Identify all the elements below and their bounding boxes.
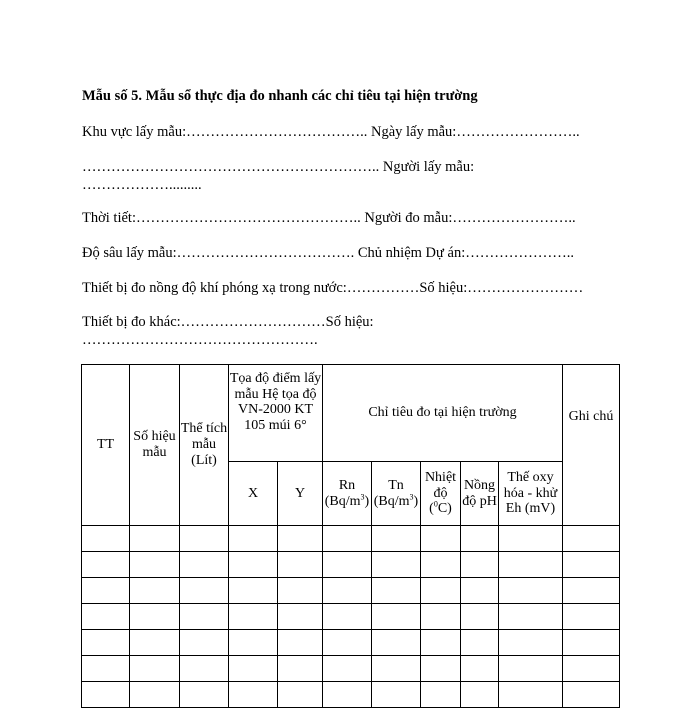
- table-cell: [180, 604, 229, 630]
- other-device-line: Thiết bị đo khác:…………………………Số hiệu:: [82, 314, 374, 330]
- col-notes-header: Ghi chú: [563, 365, 620, 526]
- col-field-indicators-header: Chỉ tiêu đo tại hiện trường: [323, 365, 563, 462]
- sampling-area-line: Khu vực lấy mẫu:……………………………….. Ngày lấy mẫu:……………………..: [82, 124, 580, 140]
- table-cell: [278, 656, 323, 682]
- table-cell: [323, 578, 372, 604]
- table-cell: [461, 552, 499, 578]
- col-sample-id-header: Số hiệu mẫu: [130, 365, 180, 526]
- table-cell: [323, 526, 372, 552]
- sampling-depth-line: Độ sâu lấy mẫu:………………………………. Chủ nhiệm Dự án:…………………..: [82, 245, 574, 261]
- table-cell: [180, 526, 229, 552]
- table-cell: [323, 630, 372, 656]
- table-cell: [563, 604, 620, 630]
- table-cell: [499, 526, 563, 552]
- table-cell: [461, 682, 499, 708]
- table-row: [82, 604, 620, 630]
- table-body: [82, 526, 620, 708]
- table-cell: [82, 604, 130, 630]
- col-coordinates-header: Tọa độ điểm lấy mẫu Hệ tọa độ VN-2000 KT 105 múi 6°: [229, 365, 323, 462]
- table-cell: [82, 526, 130, 552]
- table-cell: [229, 526, 278, 552]
- table-cell: [563, 630, 620, 656]
- table-cell: [229, 656, 278, 682]
- col-y-header: Y: [278, 462, 323, 526]
- table-row: [82, 552, 620, 578]
- header-row-1: [82, 365, 620, 462]
- table-cell: [180, 578, 229, 604]
- table-cell: [421, 656, 461, 682]
- table-cell: [130, 578, 180, 604]
- table-row: [82, 630, 620, 656]
- table-cell: [82, 682, 130, 708]
- table-cell: [130, 552, 180, 578]
- table-cell: [421, 552, 461, 578]
- table-cell: [461, 526, 499, 552]
- table-cell: [323, 682, 372, 708]
- table-cell: [180, 682, 229, 708]
- col-tn-header: Tn $(Bq/m^3)$: [372, 462, 421, 526]
- col-temperature-header: Nhiệt độ ($^0$C): [421, 462, 461, 526]
- col-tt-header: TT: [82, 365, 130, 526]
- sampler-line: …………………………………………………….. Người lấy mẫu:: [82, 159, 475, 175]
- table-cell: [461, 578, 499, 604]
- table-cell: [82, 656, 130, 682]
- table-cell: [421, 682, 461, 708]
- table-cell: [461, 604, 499, 630]
- table-cell: [421, 604, 461, 630]
- table-cell: [372, 630, 421, 656]
- table-cell: [180, 552, 229, 578]
- table-cell: [130, 526, 180, 552]
- table-cell: [421, 526, 461, 552]
- table-cell: [563, 578, 620, 604]
- sampler-line-cont: ……………….........: [82, 177, 202, 193]
- table-cell: [278, 682, 323, 708]
- form-title: Mẫu số 5. Mẫu sổ thực địa đo nhanh các chỉ tiêu tại hiện trường: [82, 88, 478, 104]
- table-cell: [278, 630, 323, 656]
- table-cell: [372, 552, 421, 578]
- table-cell: [372, 682, 421, 708]
- table-cell: [229, 604, 278, 630]
- col-x-header: X: [229, 462, 278, 526]
- table-cell: [421, 630, 461, 656]
- table-cell: [278, 552, 323, 578]
- col-eh-header: Thế oxy hóa - khử Eh (mV): [499, 462, 563, 526]
- table-cell: [461, 656, 499, 682]
- table-cell: [372, 604, 421, 630]
- table-cell: [323, 552, 372, 578]
- other-device-line-cont: ………………………………………….: [82, 332, 318, 348]
- table-cell: [323, 604, 372, 630]
- table-cell: [563, 552, 620, 578]
- table-cell: [372, 526, 421, 552]
- table-cell: [499, 552, 563, 578]
- table-cell: [499, 656, 563, 682]
- table-cell: [130, 682, 180, 708]
- table-cell: [278, 604, 323, 630]
- table-cell: [461, 630, 499, 656]
- col-rn-header: Rn $(Bq/m^3)$: [323, 462, 372, 526]
- table-cell: [130, 604, 180, 630]
- table-cell: [180, 630, 229, 656]
- table-cell: [499, 604, 563, 630]
- table-cell: [372, 656, 421, 682]
- table-cell: [229, 552, 278, 578]
- table-cell: [323, 656, 372, 682]
- table-cell: [82, 630, 130, 656]
- table-row: [82, 682, 620, 708]
- radon-device-line: Thiết bị đo nồng độ khí phóng xạ trong nước:……………Số hiệu:……………………: [82, 280, 584, 296]
- table-cell: [229, 682, 278, 708]
- table-cell: [563, 526, 620, 552]
- table-cell: [82, 578, 130, 604]
- table-cell: [372, 578, 421, 604]
- table-cell: [82, 552, 130, 578]
- table-cell: [130, 630, 180, 656]
- table-cell: [278, 578, 323, 604]
- table-cell: [229, 578, 278, 604]
- table-cell: [278, 526, 323, 552]
- table-row: [82, 578, 620, 604]
- table-cell: [563, 682, 620, 708]
- col-ph-header: Nồng độ pH: [461, 462, 499, 526]
- table-cell: [563, 656, 620, 682]
- table-cell: [421, 578, 461, 604]
- table-cell: [499, 630, 563, 656]
- table-row: [82, 526, 620, 552]
- measurement-table: [81, 364, 620, 708]
- weather-line: Thời tiết:……………………………………….. Người đo mẫu:……………………..: [82, 210, 576, 226]
- table-cell: [180, 656, 229, 682]
- col-volume-header: Thể tích mẫu (Lít): [180, 365, 229, 526]
- table-cell: [499, 578, 563, 604]
- table-cell: [499, 682, 563, 708]
- table-row: [82, 656, 620, 682]
- table-cell: [229, 630, 278, 656]
- table-cell: [130, 656, 180, 682]
